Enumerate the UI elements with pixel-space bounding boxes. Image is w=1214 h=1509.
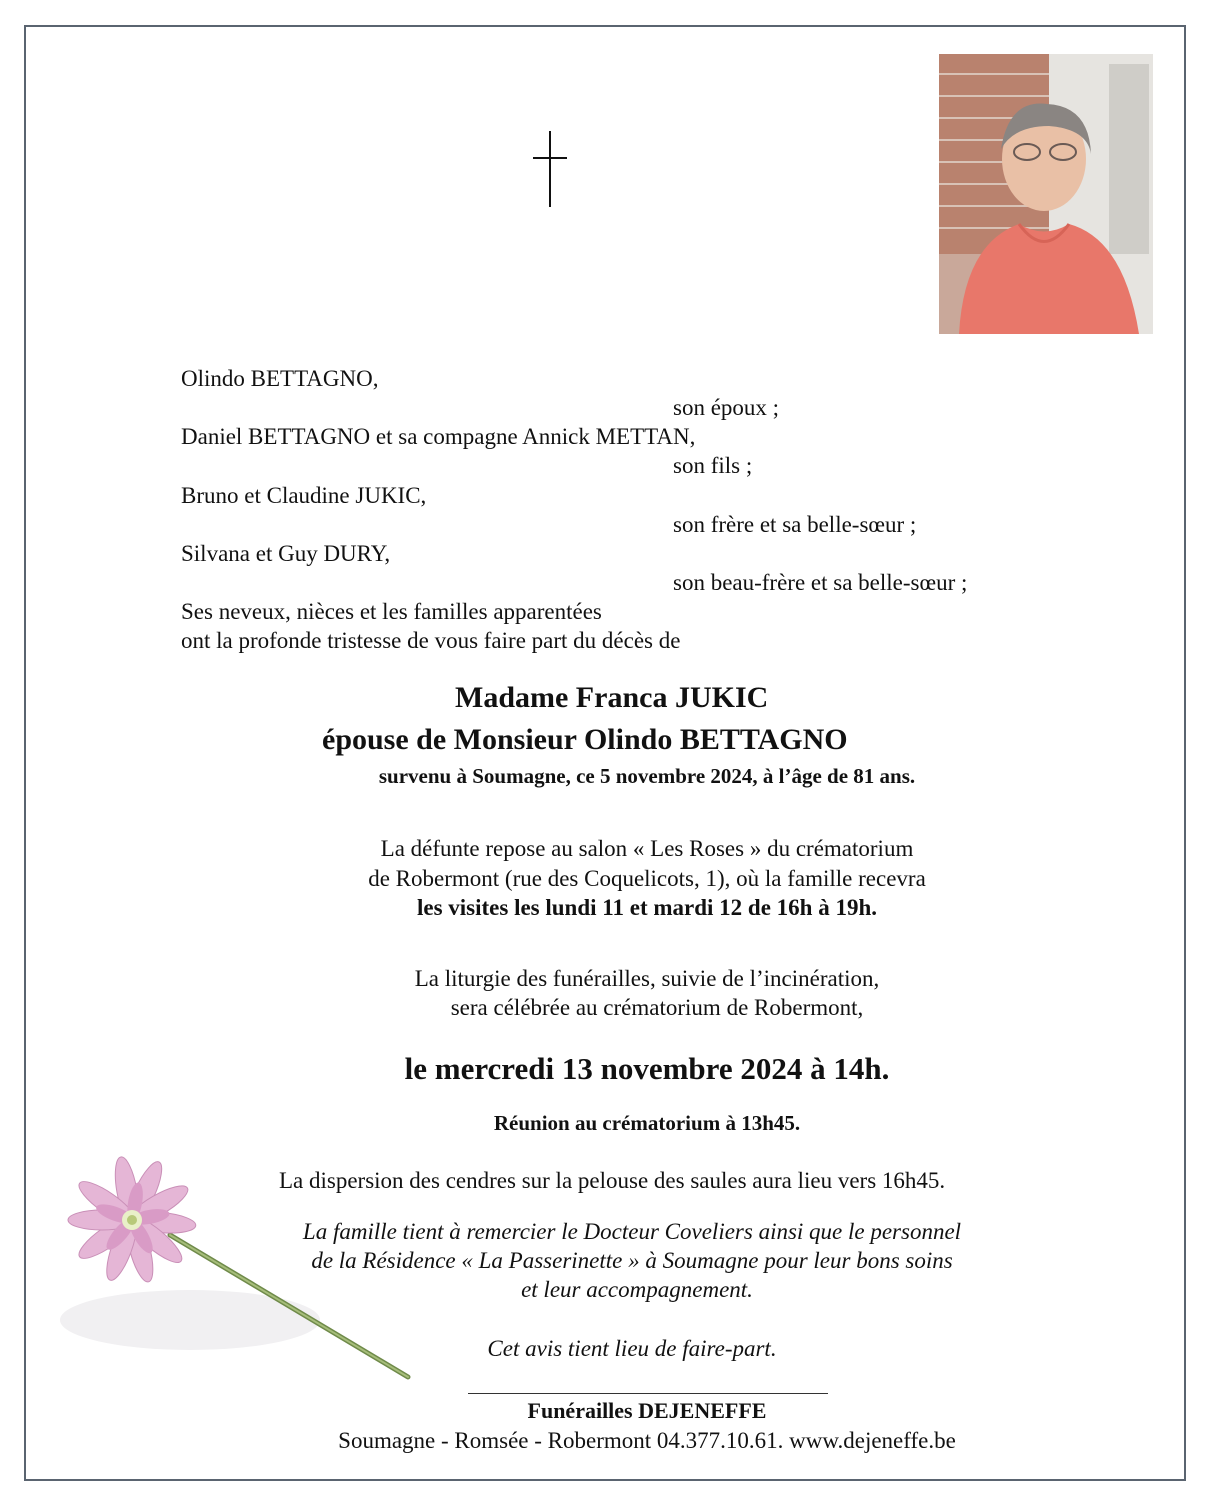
thanks-line-2: de la Résidence « La Passerinette » à Soumagne pour leur bons soins: [311, 1248, 953, 1273]
thanks-line-3: et leur accompagnement.: [521, 1277, 753, 1302]
liturgy-line-1: La liturgie des funérailles, suivie de l’incinération,: [414, 966, 880, 991]
family-name-2: Daniel BETTAGNO et sa compagne Annick METTAN,: [181, 424, 696, 449]
notice-text: Cet avis tient lieu de faire-part.: [487, 1336, 777, 1361]
family-name-4: Silvana et Guy DURY,: [181, 541, 391, 566]
thanks-line-1: La famille tient à remercier le Docteur Coveliers ainsi que le personnel: [302, 1219, 962, 1244]
visits-line-1: La défunte repose au salon « Les Roses » du crématorium: [380, 836, 914, 861]
ceremony-date: le mercredi 13 novembre 2024 à 14h.: [404, 1051, 890, 1086]
flower-illustration: [40, 1090, 440, 1410]
family-name-3: Bruno et Claudine JUKIC,: [181, 483, 427, 508]
footer-divider: [468, 1393, 828, 1394]
meeting-time: Réunion au crématorium à 13h45.: [493, 1111, 801, 1135]
intro-line-2: ont la profonde tristesse de vous faire part du décès de: [181, 628, 681, 653]
portrait-photo: [939, 54, 1153, 334]
funeral-home-contact: Soumagne - Romsée - Robermont 04.377.10.61. www.dejeneffe.be: [338, 1428, 956, 1453]
funeral-home-name: Funérailles DEJENEFFE: [527, 1398, 767, 1423]
family-relation-4: son beau-frère et sa belle-sœur ;: [673, 570, 968, 595]
family-relation-1: son époux ;: [673, 395, 780, 420]
deceased-name: Madame Franca JUKIC: [455, 681, 769, 714]
dispersion-text: La dispersion des cendres sur la pelouse des saules aura lieu vers 16h45.: [279, 1168, 946, 1193]
liturgy-line-2: sera célébrée au crématorium de Robermont,: [450, 995, 864, 1020]
family-relation-2: son fils ;: [673, 453, 753, 478]
deceased-death: survenu à Soumagne, ce 5 novembre 2024, à l’âge de 81 ans.: [378, 764, 916, 788]
cross-icon: [533, 131, 567, 207]
deceased-spouse: épouse de Monsieur Olindo BETTAGNO: [322, 723, 848, 756]
visits-line-3: les visites les lundi 11 et mardi 12 de 16h à 19h.: [416, 895, 878, 920]
family-name-1: Olindo BETTAGNO,: [181, 366, 379, 391]
family-relation-3: son frère et sa belle-sœur ;: [673, 512, 917, 537]
visits-line-2: de Robermont (rue des Coquelicots, 1), où la famille recevra: [368, 866, 926, 891]
intro-line-1: Ses neveux, nièces et les familles apparentées: [181, 599, 602, 624]
